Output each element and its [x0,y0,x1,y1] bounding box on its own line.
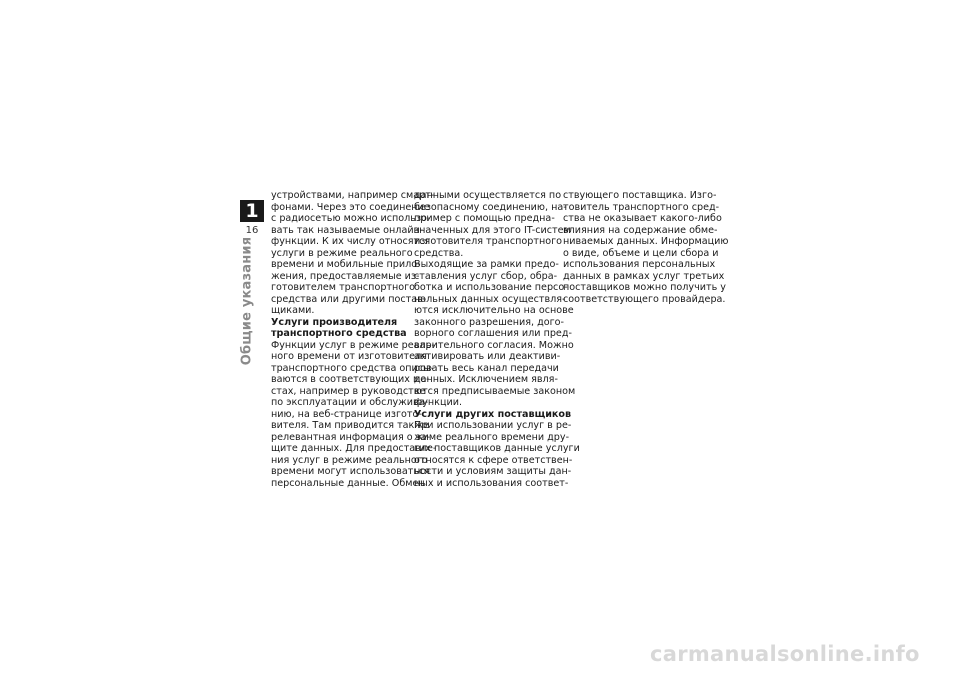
body-text-line: пример с помощью предна- [414,213,555,224]
body-text-line: нальных данных осуществля- [414,293,566,305]
body-text-line: ниваемых данных. Информацию [563,236,729,247]
body-text-line: средства или другими постав- [271,293,427,305]
body-text-line: времени могут использоваться [271,466,431,477]
body-text-line: времени и мобильные прило- [271,259,421,270]
body-text-line: по эксплуатации и обслужива- [271,397,429,408]
side-chapter-title [230,236,264,366]
body-text-line: ются предписываемые законом [414,385,576,397]
body-text-line: ботка и использование персо- [414,282,568,293]
body-text-line: готовителем транспортного [271,282,416,293]
body-text-line: о виде, объеме и цели сбора и [563,247,719,259]
body-text-line: ства не оказывает какого-либо [563,213,722,224]
body-text-line: влияния на содержание обме- [563,224,718,236]
body-text-line: фонами. Через это соединение [271,201,430,213]
text-column-2 [414,190,580,489]
watermark: carmanualsonline.info [650,642,920,666]
body-text-line: Выходящие за рамки предо- [414,259,559,270]
section-heading-line: транспортного средства [271,328,407,339]
body-text-line: изготовителя транспортного [414,236,563,247]
body-text-line: ровать весь канал передачи [414,362,559,374]
body-text-line: устройствами, например смарт- [271,190,435,201]
body-text-line: значенных для этого IT-систем [414,224,571,236]
body-text-line: ности и условиям защиты дан- [414,466,572,477]
body-text-line: законного разрешения, дого- [414,316,565,328]
body-text-line: ставления услуг сбор, обра- [414,270,558,282]
body-text-line: с радиосетью можно использо- [271,213,431,224]
body-text-line: вителя. Там приводится также [271,420,429,431]
body-text-line: Функции услуг в режиме реаль- [271,339,435,351]
body-text-line: соответствующего провайдера. [563,293,726,305]
text-column-3 [563,190,729,305]
body-text-line: вать так называемые онлайн- [271,224,424,236]
text-column-1 [271,190,437,489]
body-text-line: персональные данные. Обмен [271,477,425,489]
body-text-line: нию, на веб-странице изгото- [271,408,422,420]
body-text-line: варительного согласия. Можно [414,339,574,351]
body-text-line: данных в рамках услуг третьих [563,270,725,282]
body-text-line: транспортного средства описы- [271,362,435,374]
body-text-line: ных и использования соответ- [414,477,569,489]
section-heading-line: Услуги производителя [271,316,398,328]
body-text-line: ного времени от изготовителя [271,351,427,362]
page-number: 16 [245,225,259,236]
body-text-line: услуги в режиме реального [271,247,413,259]
body-text-line: ворного соглашения или пред- [414,328,572,339]
body-text-line: данных. Исключением явля- [414,374,558,385]
body-text-line: щиками. [271,305,315,316]
body-text-line: средства. [414,247,464,259]
body-text-line: функции. [414,397,462,408]
body-text-line: ются исключительно на основе [414,305,574,316]
section-heading-line: Услуги других поставщиков [414,408,572,420]
body-text-line: ния услуг в режиме реального [271,454,428,466]
body-text-line: стах, например в руководстве [271,385,426,397]
body-text-line: щите данных. Для предоставле- [271,443,437,454]
body-text-line: гих поставщиков данные услуги [414,443,580,454]
body-text-line: использования персональных [563,259,716,270]
body-text-line: относятся к сфере ответствен- [414,454,573,466]
body-text-line: поставщиков можно получить у [563,282,726,293]
body-text-line: жения, предоставляемые из- [271,270,420,282]
body-text-line: безопасному соединению, на- [414,201,567,213]
body-text-line: При использовании услуг в ре- [414,420,572,431]
body-text-line: активировать или деактиви- [414,351,561,362]
body-text-line: ствующего поставщика. Изго- [563,190,717,201]
body-text-line: жиме реального времени дру- [414,431,570,443]
body-text-line: релевантная информация о за- [271,431,431,443]
body-text-line: функции. К их числу относятся [271,236,431,247]
side-chapter-title-text: Общие указания [239,236,255,366]
chapter-number-badge: 1 [240,200,264,222]
body-text-line: ваются в соответствующих ме- [271,374,430,385]
body-text-line: товитель транспортного сред- [563,201,720,213]
body-text-line: данными осуществляется по [414,190,562,201]
